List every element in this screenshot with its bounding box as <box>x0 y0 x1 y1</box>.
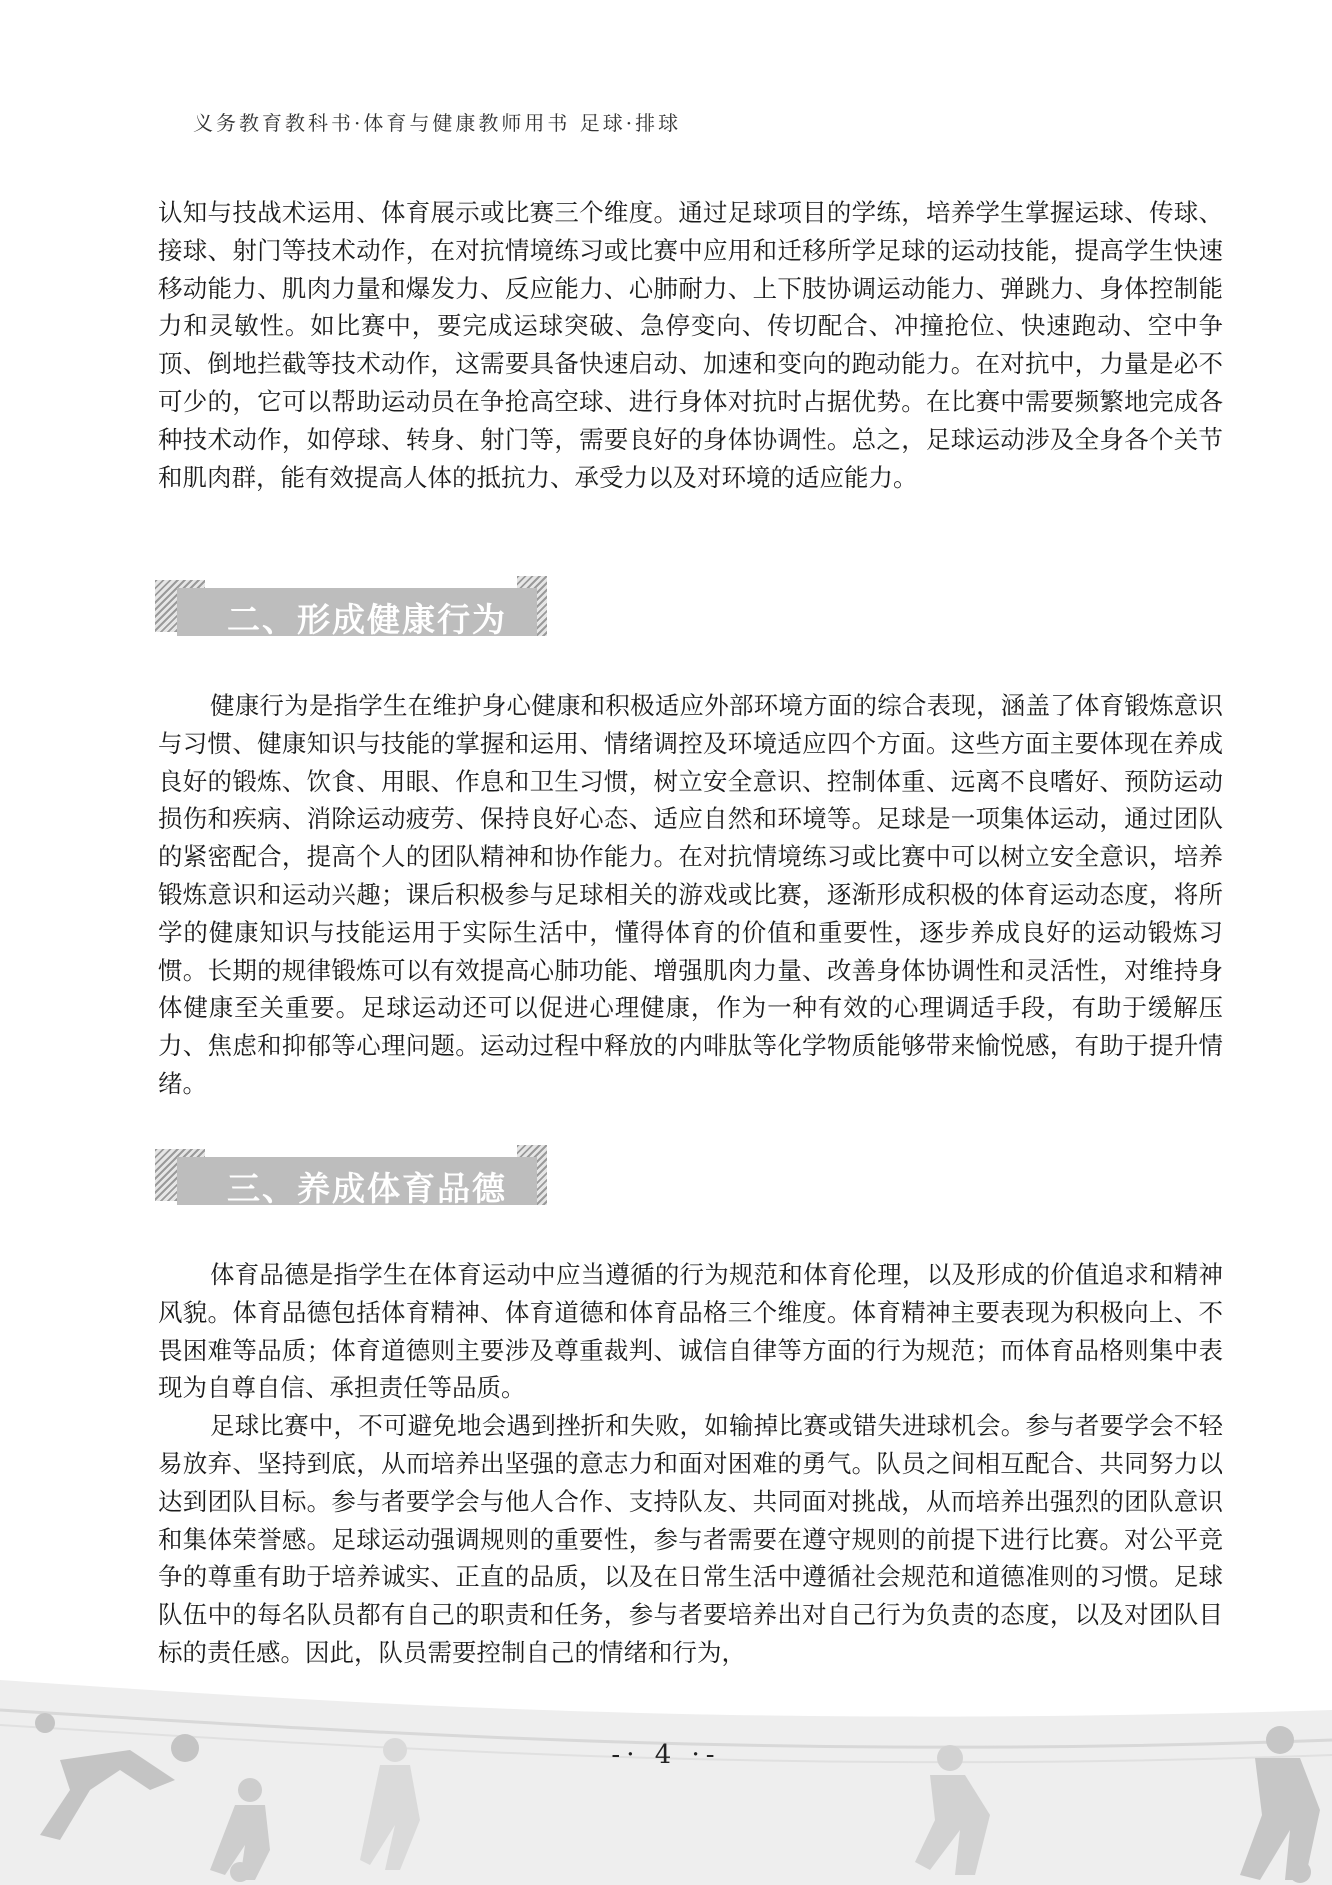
intro-block <box>158 194 1223 496</box>
running-header: 义务教育教科书·体育与健康教师用书 足球·排球 <box>193 111 682 135</box>
health-behavior-block <box>158 687 1223 1103</box>
page-number: -· 4 ·- <box>611 1740 721 1770</box>
section-heading-sports-ethics <box>155 1141 560 1221</box>
section-title: 三、养成体育品德 <box>227 1169 507 1208</box>
sports-ethics-block <box>158 1256 1223 1672</box>
section-heading-health-behavior <box>155 572 560 652</box>
section-paragraph: 足球比赛中，不可避免地会遇到挫折和失败，如输掉比赛或错失进球机会。参与者要学会不轻易放弃、坚持到底，从而培养出坚强的意志力和面对困难的勇气。队员之间相互配合、共同努力以达到团队目标。参与者要学会与他人合作、支持队友、共同面对挑战，从而培养出强烈的团队意识和集体荣誉感。足球运动强调规则的重要性，参与者需要在遵守规则的前提下进行比赛。对公平竞争的尊重有助于培养诚实、正直的品质，以及在日常生活中遵循社会规范和道德准则的习惯。足球队伍中的每名队员都有自己的职责和任务，参与者要培养出对自己行为负责的态度，以及对团队目标的责任感。因此，队员需要控制自己的情绪和行为， <box>158 1411 1223 1667</box>
section-paragraph: 健康行为是指学生在维护身心健康和积极适应外部环境方面的综合表现，涵盖了体育锻炼意识与习惯、健康知识与技能的掌握和运用、情绪调控及环境适应四个方面。这些方面主要体现在养成良好的锻炼、饮食、用眼、作息和卫生习惯，树立安全意识、控制体重、远离不良嗜好、预防运动损伤和疾病、消除运动疲劳、保持良好心态、适应自然和环境等。足球是一项集体运动，通过团队的紧密配合，提高个人的团队精神和协作能力。在对抗情境练习或比赛中可以树立安全意识，培养锻炼意识和运动兴趣；课后积极参与足球相关的游戏或比赛，逐渐形成积极的体育运动态度，将所学的健康知识与技能运用于实际生活中，懂得体育的价值和重要性，逐步养成良好的运动锻炼习惯。长期的规律锻炼可以有效提高心肺功能、增强肌肉力量、改善身体协调性和灵活性，对维持身体健康至关重要。足球运动还可以促进心理健康，作为一种有效的心理调适手段，有助于缓解压力、焦虑和抑郁等心理问题。运动过程中释放的内啡肽等化学物质能够带来愉悦感，有助于提升情绪。 <box>158 691 1223 1098</box>
intro-paragraph: 认知与技战术运用、体育展示或比赛三个维度。通过足球项目的学练，培养学生掌握运球、传球、接球、射门等技术动作，在对抗情境练习或比赛中应用和迁移所学足球的运动技能，提高学生快速移动能力、肌肉力量和爆发力、反应能力、心肺耐力、上下肢协调运动能力、弹跳力、身体控制能力和灵敏性。如比赛中，要完成运球突破、急停变向、传切配合、冲撞抢位、快速跑动、空中争顶、倒地拦截等技术动作，这需要具备快速启动、加速和变向的跑动能力。在对抗中，力量是必不可少的，它可以帮助运动员在争抢高空球、进行身体对抗时占据优势。在比赛中需要频繁地完成各种技术动作，如停球、转身、射门等，需要良好的身体协调性。总之，足球运动涉及全身各个关节和肌肉群，能有效提高人体的抵抗力、承受力以及对环境的适应能力。 <box>158 198 1223 492</box>
section-paragraph: 体育品德是指学生在体育运动中应当遵循的行为规范和体育伦理，以及形成的价值追求和精神风貌。体育品德包括体育精神、体育道德和体育品格三个维度。体育精神主要表现为积极向上、不畏困难等品质；体育道德则主要涉及尊重裁判、诚信自律等方面的行为规范；而体育品格则集中表现为自尊自信、承担责任等品质。 <box>158 1260 1223 1403</box>
section-title: 二、形成健康行为 <box>227 600 507 639</box>
